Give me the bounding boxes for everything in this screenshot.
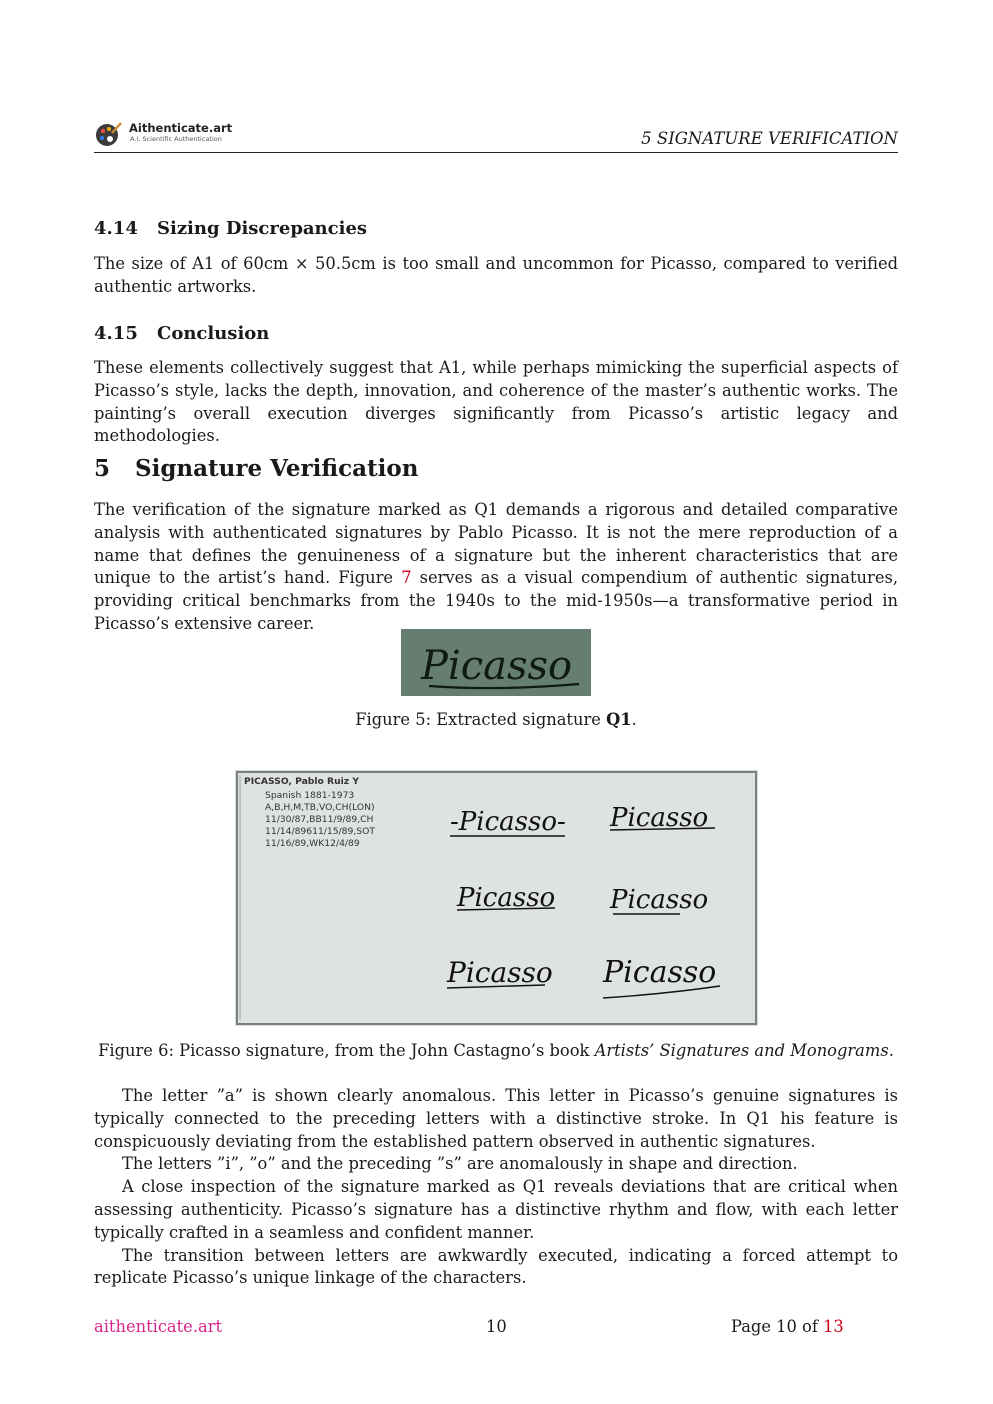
- logo-tagline: A.I. Scientific Authentication: [130, 135, 222, 143]
- svg-text:11/30/87,BB11/9/89,CH: 11/30/87,BB11/9/89,CH: [265, 814, 374, 825]
- svg-text:Picasso: Picasso: [603, 955, 717, 990]
- section-title: Sizing Discrepancies: [157, 218, 368, 239]
- intro-text-b: serves as a visual compendium of authentic signatures, providing critical benchmarks from the 1940s to the mid-1950s—a transformative period in Picasso’s extensive career.: [94, 568, 898, 633]
- logo-name: Aithenticate.art: [129, 121, 233, 135]
- section-heading-5: [94, 455, 418, 482]
- footer-page-number: 10: [486, 1317, 507, 1336]
- svg-text:11/14/89611/15/89,SOT: 11/14/89611/15/89,SOT: [265, 826, 375, 837]
- palette-logo-icon: [94, 121, 122, 147]
- figure-5-signature-image: [401, 629, 591, 696]
- figure-7-link[interactable]: 7: [401, 568, 412, 588]
- section-title: Conclusion: [157, 323, 270, 344]
- svg-text:-Picasso-: -Picasso-: [450, 807, 566, 837]
- section-title: Signature Verification: [135, 455, 419, 482]
- svg-text:11/16/89,WK12/4/89: 11/16/89,WK12/4/89: [265, 838, 360, 849]
- svg-text:A,B,H,M,TB,VO,CH(LON): A,B,H,M,TB,VO,CH(LON): [265, 802, 375, 813]
- svg-text:Picasso: Picasso: [610, 885, 709, 915]
- svg-text:Picasso: Picasso: [457, 883, 556, 913]
- paragraph-transition: The transition between letters are awkwardly executed, indicating a forced attempt to replicate Picasso’s unique linkage of the characters.: [94, 1245, 898, 1288]
- intro-text-a: The verification of the signature marked as Q1 demands a rigorous and detailed comparative analysis with authenticated signatures by Pablo Picasso. It is not the mere reproduction of a name that defines the genuineness of a signature but the inherent characteristics that are unique to the artist’s hand. Figure: [94, 500, 898, 588]
- paragraph-letter-a: The letter ”a” is shown clearly anomalous. This letter in Picasso’s genuine signatures is typically connected to the preceding letters with a distinctive stroke. In Q1 his feature is conspicuously deviating from the established pattern observed in authentic signatures.: [94, 1086, 898, 1151]
- section-number: 4.14: [94, 218, 138, 239]
- section-number: 5: [94, 455, 111, 482]
- total-pages-link[interactable]: 13: [823, 1317, 844, 1336]
- svg-text:PICASSO, Pablo Ruiz Y: PICASSO, Pablo Ruiz Y: [244, 776, 360, 787]
- header-rule: [94, 152, 898, 153]
- svg-text:Spanish 1881-1973: Spanish 1881-1973: [265, 790, 355, 801]
- section-heading-4-15: [94, 323, 269, 344]
- signature-q1: Picasso: [421, 643, 573, 689]
- paragraph-sizing: The size of A1 of 60cm × 50.5cm is too small and uncommon for Picasso, compared to verified authentic artworks.: [94, 254, 898, 296]
- analysis-paragraphs: [94, 1085, 898, 1290]
- section-number: 4.15: [94, 323, 138, 344]
- paragraph-conclusion: These elements collectively suggest that A1, while perhaps mimicking the superficial aspects of Picasso’s style, lacks the depth, innovation, and coherence of the master’s authentic works. The painting’s overall execution diverges significantly from Picasso’s artistic legacy and methodologies.: [94, 358, 898, 446]
- paragraph-letters-i-o-s: The letters ”i”, ”o” and the preceding ”s” are anomalously in shape and direction.: [122, 1154, 798, 1174]
- paragraph-verification-intro: [94, 499, 898, 636]
- figure-6-signature-card-image: [235, 770, 758, 1026]
- footer-page-count: Page 10 of 13: [731, 1317, 844, 1336]
- section-heading-4-14: [94, 218, 367, 239]
- paragraph-close-inspection: A close inspection of the signature marked as Q1 reveals deviations that are critical when assessing authenticity. Picasso’s signature has a distinctive rhythm and flow, with each letter typically crafted in a seamless and confident manner.: [94, 1177, 898, 1242]
- figure-5-caption: Figure 5: Extracted signature Q1.: [355, 710, 637, 729]
- running-head: 5 SIGNATURE VERIFICATION: [641, 129, 898, 148]
- footer-site-link[interactable]: aithenticate.art: [94, 1317, 223, 1336]
- figure-6-caption: Figure 6: Picasso signature, from the John Castagno’s book Artists’ Signatures and Monograms.: [98, 1041, 894, 1060]
- svg-text:Picasso: Picasso: [610, 803, 709, 833]
- svg-text:Picasso: Picasso: [447, 956, 553, 989]
- logo: [94, 119, 234, 149]
